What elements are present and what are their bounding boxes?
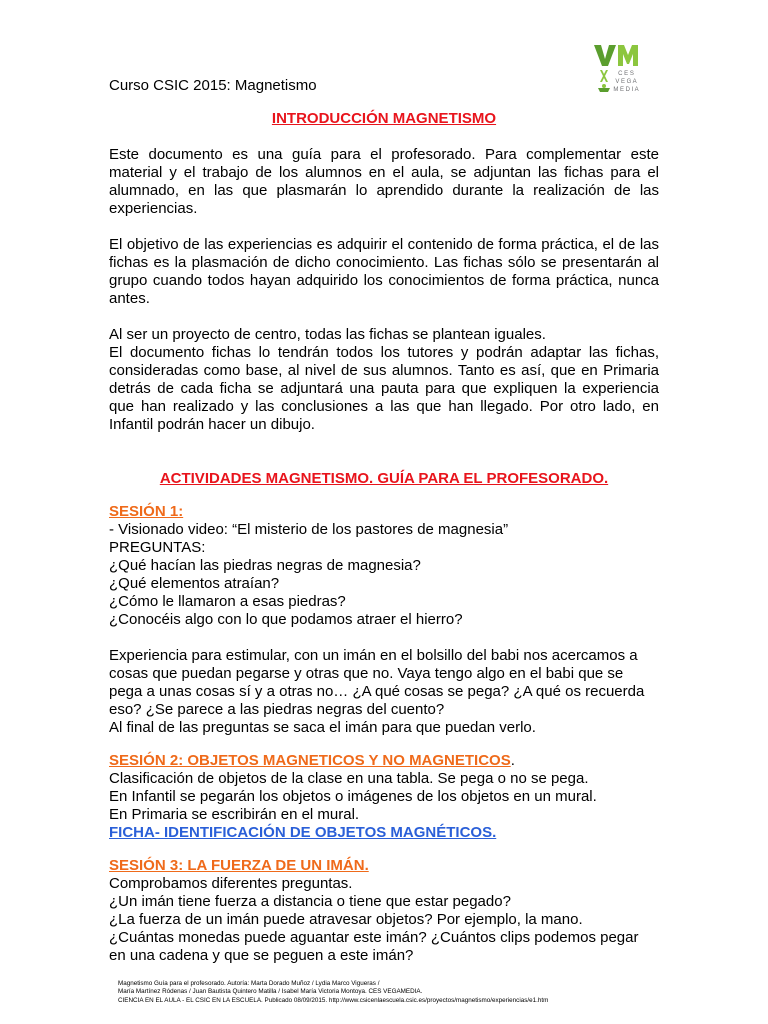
session-3-title: SESIÓN 3: LA FUERZA DE UN IMÁN. — [109, 857, 369, 874]
session-3-line: ¿La fuerza de un imán puede atravesar objetos? Por ejemplo, la mano. — [109, 911, 583, 928]
course-header: Curso CSIC 2015: Magnetismo — [109, 77, 317, 94]
session-1-paragraph: Experiencia para estimular, con un imán en el bolsillo del babi nos acercamos a cosas que puedan pegarse y otras que no. Vaya tengo algo en el babi que se pega a unas cosas sí y a otras no… ¿A qué cosas se pega? ¿A qué os recuerda eso? ¿Se parece a las piedras negras del cuento? — [109, 647, 645, 718]
session-1-line: - Visionado video: “El misterio de los pastores de magnesia” — [109, 521, 509, 538]
session-2-title-suffix: . — [510, 752, 515, 769]
session-3-line: ¿Cuántas monedas puede aguantar este imán? ¿Cuántos clips podemos pegar en una cadena y que se peguen a este imán? — [109, 929, 639, 964]
session-1-line: ¿Cómo le llamaron a esas piedras? — [109, 593, 346, 610]
page-footer — [118, 980, 678, 1005]
session-1-title: SESIÓN 1: — [109, 503, 184, 520]
intro-paragraph-1: Este documento es una guía para el profesorado. Para complementar este material y el trabajo de los alumnos en el aula, se adjuntan las fichas para el alumnado, en las que plasmarán lo aprendido durante la realización de las experiencias. — [109, 146, 659, 217]
logo-text-line: V E G A — [615, 79, 637, 85]
session-3-line: Comprobamos diferentes preguntas. — [109, 875, 353, 892]
intro-paragraph-3a: Al ser un proyecto de centro, todas las fichas se plantean iguales. — [109, 326, 546, 343]
session-2-line: En Infantil se pegarán los objetos o imágenes de los objetos en un mural. — [109, 788, 597, 805]
session-1-line: ¿Qué elementos atraían? — [109, 575, 280, 592]
intro-title: INTRODUCCIÓN MAGNETISMO — [271, 110, 497, 127]
ficha-link[interactable]: FICHA- IDENTIFICACIÓN DE OBJETOS MAGNÉTICOS. — [109, 824, 497, 841]
logo-text-line: M E D I A — [613, 87, 639, 93]
session-2-title: SESIÓN 2: OBJETOS MAGNETICOS Y NO MAGNETICOS — [109, 752, 511, 769]
intro-paragraph-2: El objetivo de las experiencias es adquirir el contenido de forma práctica, el de las fichas es la plasmación de dicho conocimiento. Las fichas sólo se presentarán al grupo cuando todos hayan adquirido los conocimientos de forma práctica, nunca antes. — [109, 236, 659, 307]
footer-line: María Martínez Ródenas / Juan Bautista Quintero Matilla / Isabel María Victoria Montoya. CES VEGAMEDIA. — [118, 988, 423, 996]
session-1-line: ¿Conocéis algo con lo que podamos atraer el hierro? — [109, 611, 463, 628]
document-body — [109, 77, 659, 965]
footer-line: CIENCIA EN EL AULA - EL CSIC EN LA ESCUELA. Publicado 08/09/2015. http://www.csicenlaescuela.csic.es/proyectos/magnetismo/experiencias/e1.htm — [118, 996, 549, 1004]
session-1-line: PREGUNTAS: — [109, 539, 206, 556]
logo-text-line: C E S — [618, 71, 634, 77]
session-3-line: ¿Un imán tiene fuerza a distancia o tiene que estar pegado? — [109, 893, 511, 910]
footer-line: Magnetismo Guía para el profesorado. Autoría: Marta Dorado Muñoz / Lydia Marco Vigueras / — [118, 980, 380, 987]
session-1-closing: Al final de las preguntas se saca el imán para que puedan verlo. — [109, 719, 536, 736]
activities-title: ACTIVIDADES MAGNETISMO. GUÍA PARA EL PROFESORADO. — [159, 470, 609, 487]
intro-paragraph-3b: El documento fichas lo tendrán todos los tutores y podrán adaptar las fichas, consideradas como base, al nivel de sus alumnos. Tanto es así, que en Primaria detrás de cada ficha se adjuntará una pauta para que expliquen la experiencia que han realizado y las conclusiones a las que han llegado. Por otro lado, en Infantil podrán hacer un dibujo. — [109, 344, 659, 433]
session-1-line: ¿Qué hacían las piedras negras de magnesia? — [109, 557, 421, 574]
session-2-line: En Primaria se escribirán en el mural. — [109, 806, 360, 823]
session-2-line: Clasificación de objetos de la clase en una tabla. Se pega o no se pega. — [109, 770, 589, 787]
